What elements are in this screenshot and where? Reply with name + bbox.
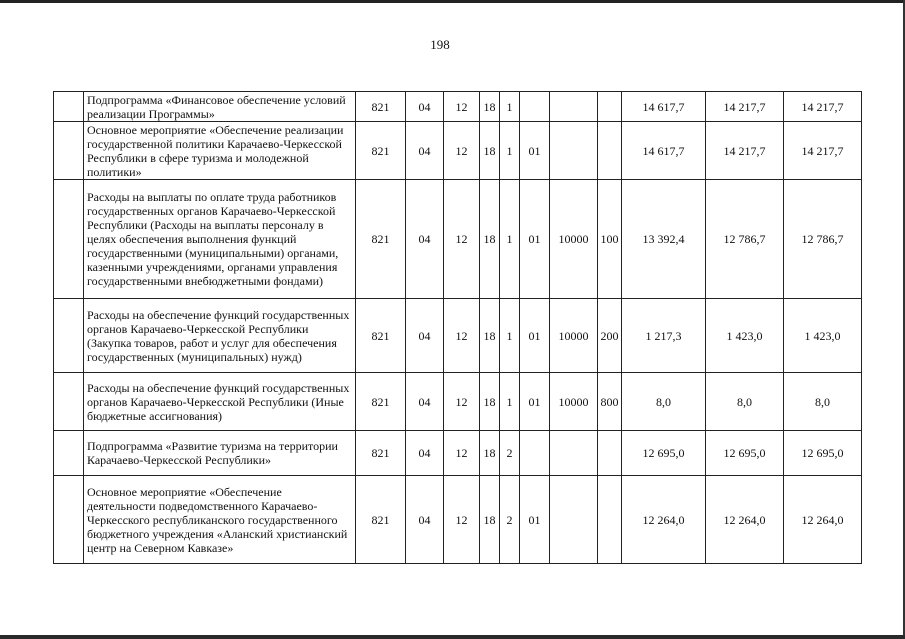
activity-code: 01 (520, 180, 550, 299)
expense-type-code (598, 122, 622, 180)
subprogram-code: 1 (500, 180, 520, 299)
table-row (54, 373, 862, 431)
row-index-cell (54, 476, 84, 564)
activity-code: 01 (520, 299, 550, 373)
direction-code (550, 92, 598, 122)
amount-year-1: 14 617,7 (622, 92, 706, 122)
row-index-cell (54, 373, 84, 431)
section-code: 04 (406, 92, 444, 122)
direction-code (550, 122, 598, 180)
direction-code: 10000 (550, 299, 598, 373)
amount-year-3: 14 217,7 (784, 122, 862, 180)
section-code: 04 (406, 476, 444, 564)
row-name: Основное мероприятие «Обеспечение реализации государственной политики Карачаево-Черкесской Республики в сфере туризма и молодежной политики» (84, 122, 356, 180)
expense-type-code (598, 476, 622, 564)
section-code: 04 (406, 373, 444, 431)
amount-year-3: 8,0 (784, 373, 862, 431)
row-name: Основное мероприятие «Обеспечение деятельности подведомственного Карачаево-Черкесского республиканского государственного бюджетного учреждения «Аланский христианский центр на Северном Кавказе» (84, 476, 356, 564)
amount-year-3: 12 786,7 (784, 180, 862, 299)
program-code: 18 (480, 431, 500, 476)
row-index-cell (54, 92, 84, 122)
subprogram-code: 2 (500, 476, 520, 564)
program-code: 18 (480, 373, 500, 431)
row-name: Расходы на обеспечение функций государственных органов Карачаево-Черкесской Республики (Закупка товаров, работ и услуг для обеспечения государственных (муниципальных) нужд) (84, 299, 356, 373)
amount-year-2: 12 786,7 (706, 180, 784, 299)
amount-year-1: 8,0 (622, 373, 706, 431)
direction-code (550, 431, 598, 476)
activity-code: 01 (520, 122, 550, 180)
subsection-code: 12 (444, 431, 480, 476)
amount-year-1: 12 264,0 (622, 476, 706, 564)
row-name: Расходы на обеспечение функций государственных органов Карачаево-Черкесской Республики (Иные бюджетные ассигнования) (84, 373, 356, 431)
direction-code (550, 476, 598, 564)
amount-year-2: 12 264,0 (706, 476, 784, 564)
subprogram-code: 1 (500, 373, 520, 431)
subprogram-code: 1 (500, 299, 520, 373)
expense-type-code: 100 (598, 180, 622, 299)
expense-type-code: 200 (598, 299, 622, 373)
ministry-code: 821 (356, 373, 406, 431)
table-row (54, 122, 862, 180)
expense-type-code (598, 92, 622, 122)
table-row (54, 431, 862, 476)
subprogram-code: 1 (500, 122, 520, 180)
amount-year-2: 12 695,0 (706, 431, 784, 476)
amount-year-2: 14 217,7 (706, 122, 784, 180)
program-code: 18 (480, 299, 500, 373)
program-code: 18 (480, 180, 500, 299)
subsection-code: 12 (444, 476, 480, 564)
amount-year-2: 14 217,7 (706, 92, 784, 122)
page-number: 198 (430, 37, 450, 52)
subprogram-code: 2 (500, 431, 520, 476)
row-index-cell (54, 122, 84, 180)
ministry-code: 821 (356, 476, 406, 564)
row-index-cell (54, 180, 84, 299)
activity-code: 01 (520, 373, 550, 431)
section-code: 04 (406, 299, 444, 373)
ministry-code: 821 (356, 180, 406, 299)
activity-code (520, 431, 550, 476)
table-body (54, 92, 862, 564)
amount-year-3: 14 217,7 (784, 92, 862, 122)
amount-year-1: 12 695,0 (622, 431, 706, 476)
section-code: 04 (406, 431, 444, 476)
activity-code (520, 92, 550, 122)
ministry-code: 821 (356, 431, 406, 476)
amount-year-1: 13 392,4 (622, 180, 706, 299)
row-name: Подпрограмма «Развитие туризма на территории Карачаево-Черкесской Республики» (84, 431, 356, 476)
row-name: Расходы на выплаты по оплате труда работников государственных органов Карачаево-Черкесской Республики (Расходы на выплаты персоналу в целях обеспечения выполнения функций государственными (муниципальными) органами, казенными учреждениями, органами управления государственными внебюджетными фондами) (84, 180, 356, 299)
expense-type-code (598, 431, 622, 476)
direction-code: 10000 (550, 373, 598, 431)
program-code: 18 (480, 476, 500, 564)
activity-code: 01 (520, 476, 550, 564)
amount-year-2: 8,0 (706, 373, 784, 431)
amount-year-3: 12 695,0 (784, 431, 862, 476)
subsection-code: 12 (444, 122, 480, 180)
scan-border-bottom (0, 635, 905, 639)
expense-type-code: 800 (598, 373, 622, 431)
budget-table (53, 91, 862, 564)
ministry-code: 821 (356, 299, 406, 373)
row-index-cell (54, 299, 84, 373)
program-code: 18 (480, 92, 500, 122)
row-name: Подпрограмма «Финансовое обеспечение условий реализации Программы» (84, 92, 356, 122)
subsection-code: 12 (444, 299, 480, 373)
amount-year-1: 14 617,7 (622, 122, 706, 180)
ministry-code: 821 (356, 122, 406, 180)
table-row (54, 476, 862, 564)
ministry-code: 821 (356, 92, 406, 122)
section-code: 04 (406, 180, 444, 299)
subprogram-code: 1 (500, 92, 520, 122)
amount-year-3: 1 423,0 (784, 299, 862, 373)
subsection-code: 12 (444, 180, 480, 299)
table-row (54, 92, 862, 122)
scan-border-top (0, 0, 905, 3)
amount-year-1: 1 217,3 (622, 299, 706, 373)
row-index-cell (54, 431, 84, 476)
direction-code: 10000 (550, 180, 598, 299)
subsection-code: 12 (444, 92, 480, 122)
program-code: 18 (480, 122, 500, 180)
table-row (54, 180, 862, 299)
section-code: 04 (406, 122, 444, 180)
subsection-code: 12 (444, 373, 480, 431)
table-row (54, 299, 862, 373)
amount-year-3: 12 264,0 (784, 476, 862, 564)
amount-year-2: 1 423,0 (706, 299, 784, 373)
